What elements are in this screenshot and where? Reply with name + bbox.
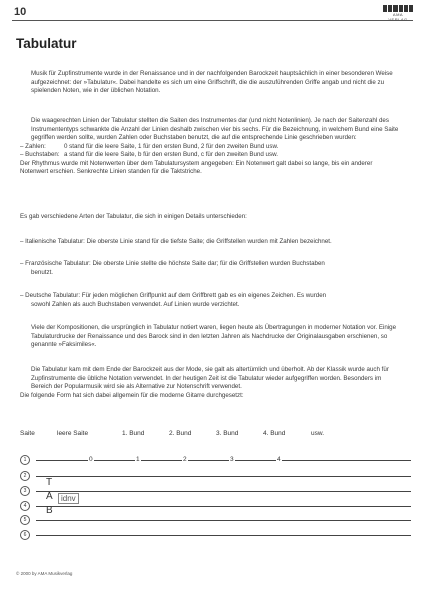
tab-header-bund-3: 3. Bund [216, 430, 239, 437]
fret-3: 3 [230, 456, 234, 463]
fret-2: 2 [183, 456, 187, 463]
tab-header-bund-2: 2. Bund [169, 430, 192, 437]
german-tab-item [20, 292, 400, 309]
page-number: 10 [14, 6, 27, 18]
string-number-2: 2 [20, 471, 30, 481]
text-block-5 [20, 366, 400, 400]
german-tab-text: – Deutsche Tabulatur: Für jeden möglichen Griffpunkt auf dem Griffbrett gab es ein eigenes Zeichen. Es wurden [20, 292, 327, 299]
zahlen-text: 0 stand für die leere Saite, 1 für den ersten Bund, 2 für den zweiten Bund usw. [64, 142, 279, 150]
paragraph-intro: Musik für Zupfinstrumente wurde in der Renaissance und in der nachfolgenden Barockzeit hauptsächlich in einer besonderen Weise aufgezeichnet: der »Tabulatur«. Dabei handelte es sich um eine Griffschrift, die die auszuführenden Griffe angab und nicht die zu spielenden Noten, wie in der üblichen Notation. [31, 70, 393, 94]
tab-letter-t: T [46, 477, 53, 488]
paragraph-rhythm: Der Rhythmus wurde mit Notenwerten über dem Tabulatursystem angegeben: Ein Notenwert galt dabei so lange, bis ein anderer Notenwert erschien. Senkrechte Linien standen für die Taktstriche. [20, 159, 373, 175]
text-block-3 [20, 213, 400, 222]
buchstaben-text: a stand für die leere Saite, b für den ersten Bund, c für den zweiten Bund usw. [64, 151, 278, 158]
copyright-footer: © 2000 by AMA Musikverlag [16, 571, 73, 576]
fret-4: 4 [277, 456, 281, 463]
text-block-1 [20, 70, 400, 96]
italian-tab-item [20, 238, 400, 247]
publisher-logo [383, 5, 413, 22]
paragraph-facsimiles: Viele der Kompositionen, die ursprünglich in Tabulatur notiert waren, liegen heute als Übertragungen in moderner Notation vor. Einige Tabulaturdrucke der Renaissance und des Barock sind in den letzten Jahren als Nachdrucke der Originalausgaben erschienen, so genannte »Faksimiles«. [31, 324, 397, 348]
paragraph-lines: Die waagerechten Linien der Tabulatur stellten die Saiten des Instrumentes dar (und nicht Notenlinien). Je nach der Saitenzahl des Instrumententyps schwankte die Anzahl der Linien deshalb zwischen vier bis sechs. Für die Bezeichnung, in welchem Bund eine Saite gegriffen werden sollte, wurden Zahlen oder Buchstaben benutzt, die auf die entsprechende Linie geschrieben wurden: [31, 117, 399, 141]
string-number-6: 6 [20, 530, 30, 540]
buchstaben-label: – Buchstaben: [20, 151, 60, 158]
german-tab-text-cont: sowohl Zahlen als auch Buchstaben verwendet. Auf Linien wurde verzichtet. [31, 300, 240, 308]
tab-header-bund-1: 1. Bund [122, 430, 145, 437]
tab-header-saite: Saite [20, 430, 35, 437]
tab-string-3 [36, 491, 411, 492]
tab-string-2 [36, 476, 411, 477]
text-block-4 [20, 324, 400, 350]
string-number-4: 4 [20, 501, 30, 511]
tab-string-5 [36, 520, 411, 521]
string-number-5: 5 [20, 515, 30, 525]
logo-bars [383, 5, 413, 12]
fret-0: 0 [89, 456, 93, 463]
zahlen-row [20, 143, 400, 152]
tab-header-leere-saite: leere Saite [57, 430, 89, 437]
header-rule [12, 20, 413, 21]
logo-text: AMA VERLAG [388, 12, 408, 22]
tab-string-4 [36, 506, 411, 507]
tab-string-6 [36, 535, 411, 536]
italian-tab-text: – Italienische Tabulatur: Die oberste Linie stand für die tiefste Saite; die Griffstellen wurden mit Zahlen bezeichnet. [20, 238, 332, 245]
tab-letter-a: A [46, 491, 53, 502]
french-tab-item [20, 260, 400, 277]
tab-header-bund-4: 4. Bund [263, 430, 286, 437]
string-number-3: 3 [20, 486, 30, 496]
zahlen-label: – Zahlen: [20, 142, 46, 150]
fret-1: 1 [136, 456, 140, 463]
stamp-label: idnv [58, 493, 79, 504]
text-block-2 [20, 117, 400, 177]
paragraph-modern: Die Tabulatur kam mit dem Ende der Barockzeit aus der Mode, sie galt als altertümlich und überholt. Ab der Klassik wurde auch für Zupfinstrumente die übliche Notation verwendet. In der heutigen Zeit ist die Tabulatur wieder aufgegriffen worden. Besonders im Bereich der Popularmusik wird sie als Alternative zur Notenschrift verwendet. [31, 366, 389, 390]
page-title: Tabulatur [16, 36, 77, 51]
tab-header-usw: usw. [311, 430, 325, 437]
buchstaben-row [20, 151, 400, 160]
french-tab-text-cont: benutzt. [31, 268, 54, 276]
paragraph-guitar-form: Die folgende Form hat sich dabei allgemein für die moderne Gitarre durchgesetzt: [20, 391, 244, 399]
tab-letter-b: B [46, 505, 53, 516]
string-number-1: 1 [20, 455, 30, 465]
french-tab-text: – Französische Tabulatur: Die oberste Linie stellte die höchste Saite dar; für die Griffstellen wurden Buchstaben [20, 260, 325, 267]
paragraph-types: Es gab verschiedene Arten der Tabulatur, die sich in einigen Details unterschieden: [20, 213, 247, 220]
